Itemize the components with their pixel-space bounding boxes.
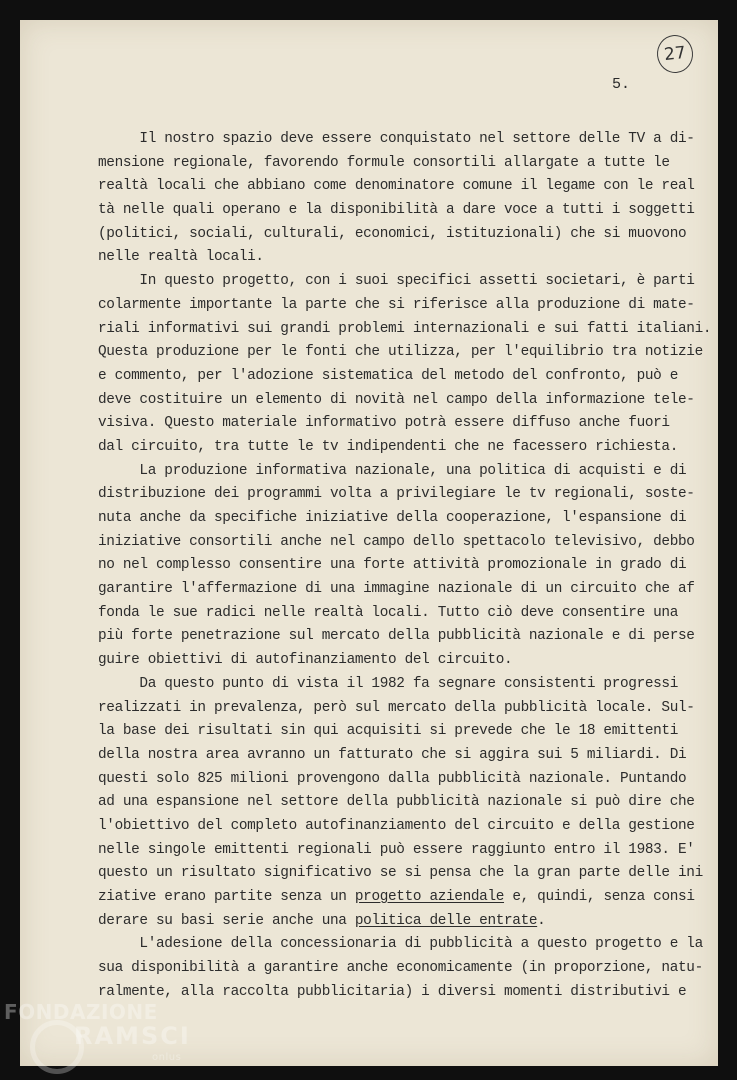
text-line: ralmente, alla raccolta pubblicitaria) i diversi momenti distributivi e	[98, 983, 687, 1000]
text-line: ziative erano partite senza un progetto aziendale e, quindi, senza consi	[98, 889, 695, 905]
text-line: La produzione informativa nazionale, una politica di acquisti e di	[98, 462, 687, 479]
text-line: Da questo punto di vista il 1982 fa segnare consistenti progressi	[98, 675, 679, 692]
watermark-fondazione: FONDAZIONE	[4, 1000, 158, 1024]
text-line: nuta anche da specifiche iniziative della cooperazione, l'espansione di	[98, 510, 687, 526]
text-line: (politici, sociali, culturali, economici, istituzionali) che si muovono	[98, 225, 687, 242]
text-line: nelle realtà locali.	[98, 249, 264, 266]
text-line: realtà locali che abbiano come denominatore comune il legame con le real	[98, 178, 695, 195]
text-line: nelle singole emittenti regionali può essere raggiunto entro il 1983. E'	[98, 841, 695, 858]
text-line: sua disponibilità a garantire anche economicamente (in proporzione, natu-	[98, 960, 703, 977]
text-line: guire obiettivi di autofinanziamento del circuito.	[98, 652, 513, 669]
text-line: visiva. Questo materiale informativo potrà essere diffuso anche fuori	[98, 415, 670, 432]
text-line: tà nelle quali operano e la disponibilità a dare voce a tutti i soggetti	[98, 202, 695, 219]
page-number: 5.	[612, 76, 631, 93]
underlined-phrase: politica delle entrate	[354, 912, 538, 929]
archive-number-stamp: 27	[655, 33, 695, 75]
text-line: l'obiettivo del completo autofinanziamento del circuito e della gestione	[98, 817, 695, 834]
text-line: ad una espansione nel settore della pubblicità nazionale si può dire che	[98, 794, 695, 811]
text-line: della nostra area avranno un fatturato che si aggira sui 5 miliardi. Di	[98, 746, 687, 763]
text-line: e commento, per l'adozione sistematica del metodo del confronto, può e	[98, 367, 679, 384]
text-line: la base dei risultati sin qui acquisiti si prevede che le 18 emittenti	[98, 723, 679, 740]
text-line: dal circuito, tra tutte le tv indipendenti che ne facessero richiesta.	[98, 438, 679, 455]
underlined-phrase: progetto aziendale	[354, 889, 505, 905]
text-line: L'adesione della concessionaria di pubblicità a questo progetto e la	[98, 936, 703, 953]
watermark-gramsci: RAMSCI	[74, 1022, 191, 1050]
watermark-onlus: onlus	[152, 1052, 182, 1063]
text-line: questi solo 825 milioni provengono dalla pubblicità nazionale. Puntando	[98, 770, 687, 787]
text-line: no nel complesso consentire una forte attività promozionale in grado di	[98, 557, 687, 574]
text-line: garantire l'affermazione di una immagine nazionale di un circuito che af	[98, 581, 695, 598]
text-line: colarmente importante la parte che si riferisce alla produzione di mate-	[98, 296, 695, 313]
text-line: deve costituire un elemento di novità nel campo della informazione tele-	[98, 391, 695, 408]
text-line: più forte penetrazione sul mercato della pubblicità nazionale e di perse	[98, 628, 695, 645]
document-page	[20, 20, 718, 1066]
text-line: Questa produzione per le fonti che utilizza, per l'equilibrio tra notizie	[98, 344, 703, 361]
text-line: In questo progetto, con i suoi specifici assetti societari, è parti	[98, 273, 695, 290]
text-line: riali informativi sui grandi problemi internazionali e sui fatti italiani.	[98, 320, 712, 337]
fondazione-gramsci-watermark	[4, 1000, 204, 1080]
typewritten-body	[98, 128, 718, 1004]
text-line: realizzati in prevalenza, però sul mercato della pubblicità locale. Sul-	[98, 699, 695, 716]
text-line: questo un risultato significativo se si pensa che la gran parte delle ini	[98, 865, 703, 882]
text-line: derare su basi serie anche una politica delle entrate.	[98, 912, 546, 929]
text-line: distribuzione dei programmi volta a privilegiare le tv regionali, soste-	[98, 486, 695, 503]
text-line: iniziative consortili anche nel campo dello spettacolo televisivo, debbo	[98, 533, 695, 550]
text-line: fonda le sue radici nelle realtà locali. Tutto ciò deve consentire una	[98, 604, 679, 621]
text-line: mensione regionale, favorendo formule consortili allargate a tutte le	[98, 154, 670, 171]
text-line: Il nostro spazio deve essere conquistato nel settore delle TV a di-	[98, 131, 695, 147]
